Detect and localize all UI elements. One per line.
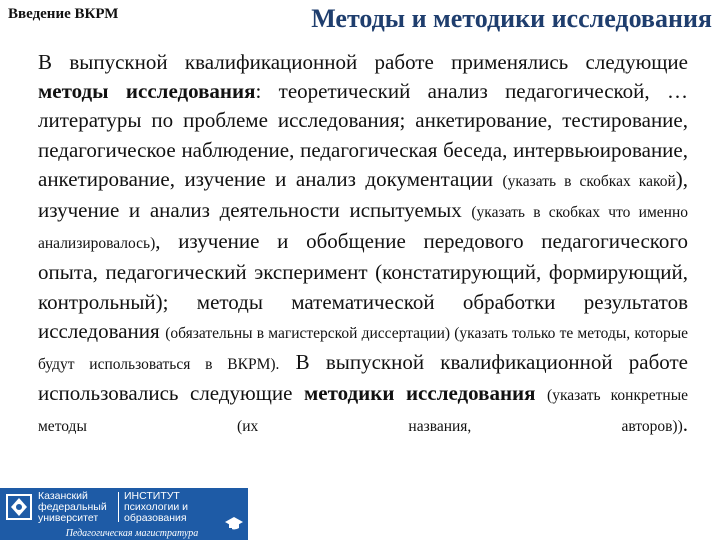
university-line: Казанский — [38, 490, 88, 502]
footer-divider — [118, 492, 119, 522]
note-run: (указать конкретные методы (их названия, авторов)) — [38, 387, 688, 436]
institute-line: ИНСТИТУТ — [124, 490, 180, 502]
text-run: В выпускной квалификационной работе использовались следующие — [38, 350, 688, 406]
text-run: , изучение и обобщение передового педагогического опыта, педагогический эксперимент (констатирующий, формирующий, контрольный); методы математической обработки результатов исследования — [38, 229, 688, 343]
note-run: (указать в скобках что именно анализировалось) — [38, 204, 688, 253]
section-label: Введение ВКРМ — [8, 6, 119, 22]
footer-caption: Педагогическая магистратура — [32, 528, 232, 540]
methods-term: методы исследования — [38, 79, 256, 104]
kfu-emblem-icon — [4, 492, 34, 522]
text-run: В выпускной квалификационной работе применялись следующие — [38, 50, 688, 74]
text-run — [536, 381, 548, 405]
note-run: (указать в скобках какой — [502, 172, 676, 190]
text-run: . — [682, 412, 688, 437]
university-line: университет — [38, 512, 99, 524]
body-text — [38, 48, 688, 442]
techniques-term: методики исследования — [303, 381, 536, 406]
university-name — [38, 491, 107, 524]
note-run: (обязательны в магистерской диссертации) (указать только те методы, которые будут использоваться в ВКРМ). — [38, 324, 688, 374]
text-run: : теоретический анализ педагогической, … литературы по проблеме исследования; анкетирование, тестирование, педагогическое наблюдение, педагогическая беседа, интервьюирование, анкетирование, изучение и анализ документации — [38, 79, 688, 191]
slide-title: Методы и методики исследования — [311, 4, 712, 33]
institute-line: психологии и образования — [124, 501, 188, 524]
university-line: федеральный — [38, 501, 107, 513]
text-run: ), изучение и анализ деятельности испытуемых — [38, 166, 689, 223]
